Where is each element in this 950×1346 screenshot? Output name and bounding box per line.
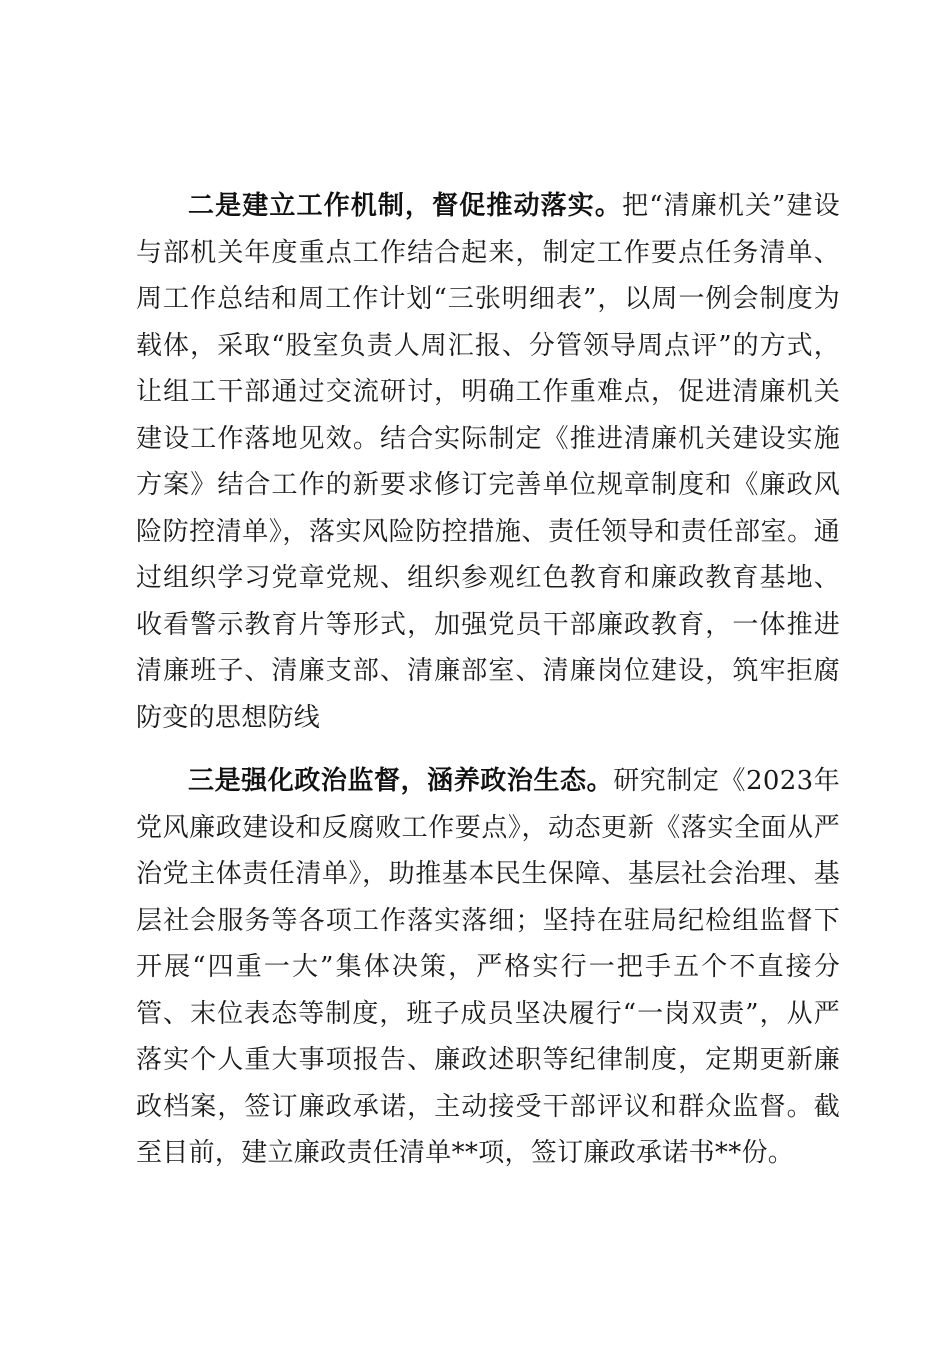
paragraph-text: 把“清廉机关”建设与部机关年度重点工作结合起来，制定工作要点任务清单、周工作总结和周工作计划“三张明细表”，以周一例会制度为载体，采取“股室负责人周汇报、分管领导周点评”的方式，让组工干部通过交流研讨，明确工作重难点，促进清廉机关建设工作落地见效。结合实际制定《推进清廉机关建设实施方案》结合工作的新要求修订完善单位规章制度和《廉政风险防控清单》，落实风险防控措施、责任领导和责任部室。通过组织学习党章党规、组织参观红色教育和廉政教育基地、收看警示教育片等形式，加强党员干部廉政教育，一体推进清廉班子、清廉支部、清廉部室、清廉岗位建设，筑牢拒腐防变的思想防线 — [136, 191, 840, 733]
paragraph-lead: 三是强化政治监督，涵养政治生态。 — [188, 766, 614, 796]
paragraph-work-mechanism — [136, 183, 840, 741]
document-body — [136, 183, 840, 1177]
paragraph-text: 研究制定《2023年党风廉政建设和反腐败工作要点》，动态更新《落实全面从严治党主体责任清单》，助推基本民生保障、基层社会治理、基层社会服务等各项工作落实落细；坚持在驻局纪检组监督下开展“四重一大”集体决策，严格实行一把手五个不直接分管、末位表态等制度，班子成员坚决履行“一岗双责”，从严落实个人重大事项报告、廉政述职等纪律制度，定期更新廉政档案，签订廉政承诺，主动接受干部评议和群众监督。截至目前，建立廉政责任清单**项，签订廉政承诺书**份。 — [136, 766, 840, 1168]
paragraph-political-supervision — [136, 758, 840, 1177]
paragraph-lead: 二是建立工作机制，督促推动落实。 — [188, 191, 623, 221]
